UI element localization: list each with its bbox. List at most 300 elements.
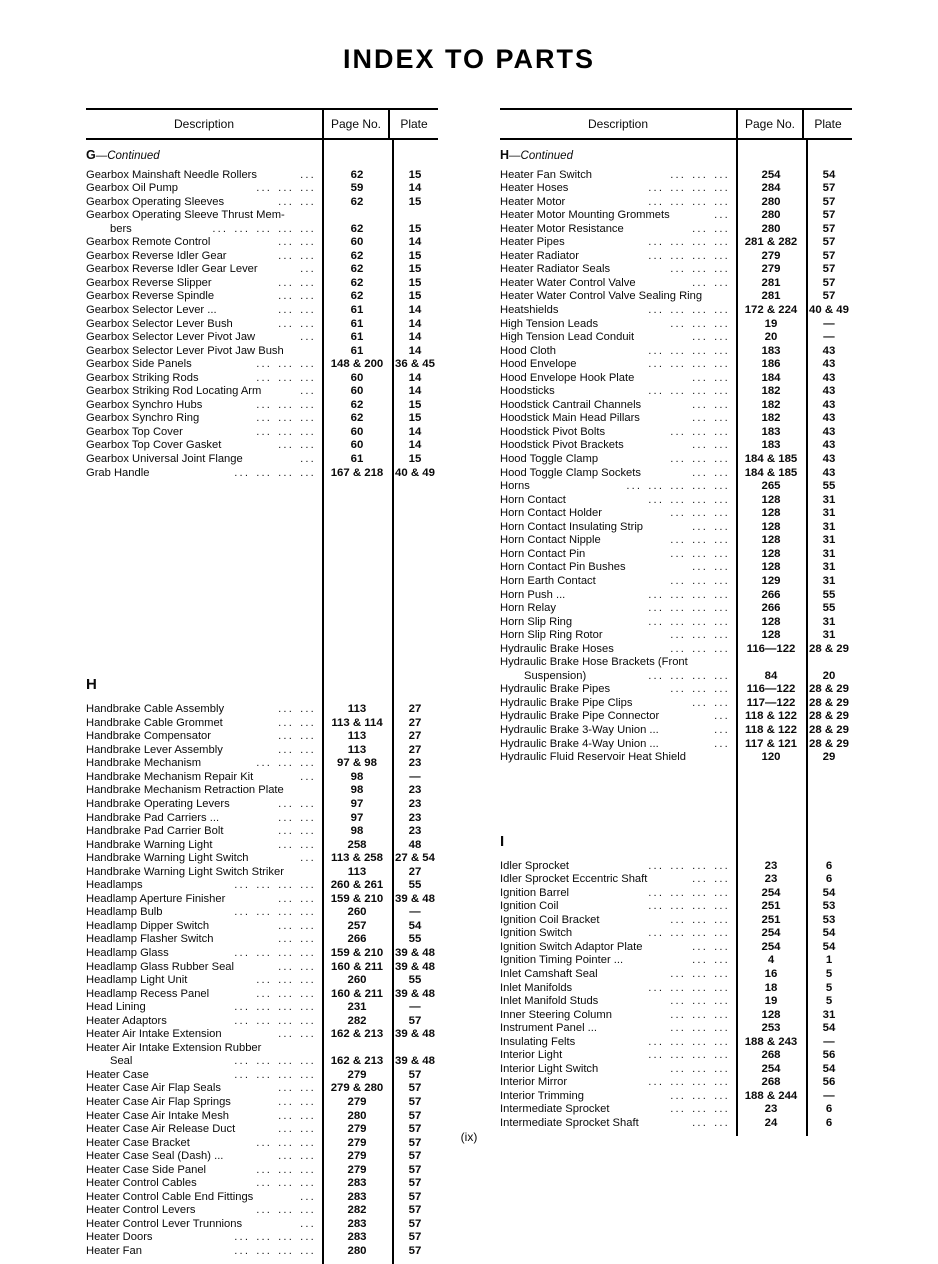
leader-dots: ... (714, 345, 730, 357)
leader-dots: ... (300, 1151, 316, 1163)
index-row[interactable] (500, 657, 852, 671)
index-row[interactable] (500, 562, 852, 576)
entry-description-text: Gearbox Selector Lever Pivot Jaw (86, 332, 256, 344)
entry-plate-number: 54 (408, 919, 422, 932)
entry-description-text: Hoodsticks (500, 386, 555, 398)
index-row[interactable] (500, 346, 852, 360)
index-row[interactable] (86, 319, 438, 333)
leader-dots: ... (300, 853, 316, 865)
index-row[interactable] (500, 590, 852, 604)
index-row[interactable] (500, 468, 852, 482)
entry-page-number: 128 (761, 561, 781, 574)
leader-dots: ... (278, 440, 295, 452)
leader-dots: ... (692, 481, 709, 493)
index-row[interactable] (86, 934, 438, 948)
leader-dots: ... (692, 535, 709, 547)
leader-dots: ... (234, 947, 251, 959)
entry-description-text: Interior Trimming (500, 1090, 584, 1102)
entry-description (86, 745, 322, 756)
index-row[interactable] (86, 291, 438, 305)
entry-page-number: 182 (761, 398, 781, 411)
entry-page-number: 60 (350, 385, 364, 398)
leader-dots: ... (714, 724, 730, 736)
index-row[interactable] (86, 373, 438, 387)
index-row[interactable] (500, 983, 852, 997)
leader-dots: ... (670, 643, 687, 655)
entry-description (500, 400, 736, 411)
index-row[interactable] (500, 319, 852, 333)
index-row[interactable] (500, 915, 852, 929)
index-row[interactable] (86, 278, 438, 292)
index-row[interactable] (500, 698, 852, 712)
index-row[interactable] (500, 291, 852, 305)
leader-dots: ... (278, 399, 295, 411)
index-row[interactable] (86, 1056, 438, 1070)
index-row[interactable] (86, 1165, 438, 1179)
leader-dots: ... (300, 1178, 316, 1190)
leader-dots: ... (692, 643, 709, 655)
entry-page-number: 280 (761, 195, 781, 208)
index-row[interactable] (500, 278, 852, 292)
index-row[interactable] (500, 170, 852, 184)
index-row[interactable] (500, 1023, 852, 1037)
index-row[interactable] (86, 1029, 438, 1043)
leader-dots: ... (256, 467, 273, 479)
entry-plate-number: 55 (822, 602, 836, 615)
leader-dots: ... (714, 277, 730, 289)
index-row[interactable] (500, 969, 852, 983)
leader-dots: ... (278, 318, 295, 330)
entry-description (86, 813, 322, 824)
leader-dots: ... (670, 305, 687, 317)
entry-description (500, 644, 736, 655)
leader-dots: ... (670, 1023, 687, 1035)
entry-page-number: 113 (347, 743, 367, 756)
entry-description (500, 955, 736, 966)
index-row[interactable] (500, 237, 852, 251)
index-row[interactable] (500, 1064, 852, 1078)
entry-page-number: 260 (347, 906, 367, 919)
entry-description-text: Intermediate Sprocket Shaft (500, 1118, 639, 1129)
index-row[interactable] (86, 840, 438, 854)
entry-page-number: 184 & 185 (744, 466, 798, 479)
index-row[interactable] (500, 1037, 852, 1051)
index-row[interactable] (500, 684, 852, 698)
entry-description (500, 888, 736, 899)
entry-description (86, 799, 322, 810)
index-row[interactable] (500, 427, 852, 441)
entry-description (500, 197, 736, 208)
index-row[interactable] (86, 745, 438, 759)
index-row[interactable] (86, 1111, 438, 1125)
entry-description-text: Gearbox Operating Sleeve Thrust Mem- (86, 210, 285, 222)
index-row[interactable] (86, 1205, 438, 1219)
entry-description (86, 413, 322, 424)
index-row[interactable] (86, 440, 438, 454)
index-row[interactable] (500, 400, 852, 414)
entry-description (86, 237, 322, 248)
entry-plate-number: 57 (408, 1231, 422, 1244)
leader-dots: ... (278, 223, 295, 235)
index-row[interactable] (86, 427, 438, 441)
index-row[interactable] (500, 197, 852, 211)
leader-dots: ... (300, 223, 316, 235)
leader-dots: ... (692, 630, 709, 642)
leader-dots: ... (648, 928, 665, 940)
index-row[interactable] (500, 359, 852, 373)
index-row[interactable] (500, 210, 852, 224)
entry-description-text: Horn Earth Contact (500, 575, 596, 587)
entry-description (86, 840, 322, 851)
entry-page-number: 279 (347, 1150, 367, 1163)
index-row[interactable] (500, 725, 852, 739)
entry-description (500, 495, 736, 506)
entry-page-number: 182 (761, 385, 781, 398)
leader-dots: ... (714, 996, 730, 1008)
index-row[interactable] (86, 975, 438, 989)
entry-description-text: Handbrake Warning Light (86, 839, 213, 851)
entry-description-text: Heater Case Air Flap Seals (86, 1083, 221, 1095)
entry-description (500, 237, 736, 248)
leader-dots: ... (692, 941, 709, 953)
index-row[interactable] (500, 1077, 852, 1091)
index-row[interactable] (86, 1083, 438, 1097)
entry-plate-number: 14 (408, 182, 422, 195)
entry-description-text: Ignition Switch Adaptor Plate (500, 941, 643, 953)
index-row[interactable] (86, 867, 438, 881)
leader-dots: ... (300, 359, 316, 371)
leader-dots: ... (670, 589, 687, 601)
entry-description-text: Horn Slip Ring (500, 616, 573, 628)
index-row[interactable] (86, 237, 438, 251)
entry-page-number: 184 (761, 371, 781, 384)
leader-dots: ... (692, 277, 709, 289)
entry-description-text: Horn Contact Pin Bushes (500, 562, 626, 574)
entry-description (500, 183, 736, 194)
index-row[interactable] (500, 386, 852, 400)
index-row[interactable] (500, 928, 852, 942)
index-row[interactable] (500, 549, 852, 563)
entry-plate-number: — (409, 906, 421, 919)
index-row[interactable] (500, 901, 852, 915)
index-row[interactable] (500, 576, 852, 590)
index-row[interactable] (86, 704, 438, 718)
entry-page-number: 257 (347, 919, 367, 932)
index-row[interactable] (86, 197, 438, 211)
entry-description-text: Gearbox Striking Rod Locating Arm (86, 386, 262, 398)
entry-page-number: 148 & 200 (330, 358, 384, 371)
index-row[interactable] (500, 644, 852, 658)
index-row[interactable] (86, 1016, 438, 1030)
index-row[interactable] (86, 224, 438, 238)
entry-plate-number: 48 (408, 838, 422, 851)
index-row[interactable] (500, 508, 852, 522)
index-row[interactable] (86, 718, 438, 732)
entry-plate-number: 43 (822, 412, 836, 425)
spacer (86, 163, 438, 170)
leader-dots: ... (300, 1029, 316, 1041)
leader-dots: ... (692, 426, 709, 438)
index-row[interactable] (500, 440, 852, 454)
index-row[interactable] (500, 630, 852, 644)
index-row[interactable] (500, 603, 852, 617)
index-row[interactable] (500, 535, 852, 549)
entry-description-text: Inlet Camshaft Seal (500, 968, 598, 980)
entry-description-text: Heater Control Lever Trunnions (86, 1218, 243, 1230)
index-row[interactable] (86, 1097, 438, 1111)
index-row[interactable] (500, 224, 852, 238)
leader-dots: ... (278, 291, 295, 303)
index-row[interactable] (500, 888, 852, 902)
entry-page-number: 284 (761, 182, 781, 195)
entry-page-number: 182 (761, 412, 781, 425)
entry-plate-number: 5 (825, 981, 833, 994)
index-row[interactable] (500, 671, 852, 685)
index-row[interactable] (86, 894, 438, 908)
index-row[interactable] (86, 454, 438, 468)
index-row[interactable] (86, 1151, 438, 1165)
entry-description (500, 603, 736, 614)
index-row[interactable] (500, 264, 852, 278)
entry-plate-number: 54 (822, 1022, 836, 1035)
entry-description (86, 427, 322, 438)
entry-description (86, 962, 322, 973)
leader-dots: ... (692, 697, 709, 709)
index-row[interactable] (86, 332, 438, 346)
leader-dots: ... (670, 1090, 687, 1102)
index-row[interactable] (86, 400, 438, 414)
entry-description (500, 251, 736, 262)
entry-page-number: 19 (764, 317, 778, 330)
index-row[interactable] (500, 996, 852, 1010)
leader-dots: ... (300, 839, 316, 851)
index-row[interactable] (86, 359, 438, 373)
leader-dots: ... (648, 589, 665, 601)
leader-dots: ... (714, 467, 730, 479)
entry-description-text: Horn Push ... (500, 589, 566, 601)
leader-dots: ... (278, 372, 295, 384)
entry-description (86, 170, 322, 181)
leader-dots: ... (300, 717, 316, 729)
index-row[interactable] (86, 305, 438, 319)
entry-description-text: Inner Steering Column (500, 1009, 612, 1021)
entry-description-text: Gearbox Reverse Slipper (86, 277, 212, 289)
leader-dots: ... (714, 697, 730, 709)
index-row[interactable] (500, 183, 852, 197)
leader-dots: ... (670, 887, 687, 899)
leader-dots: ... (256, 1015, 273, 1027)
index-row[interactable] (86, 346, 438, 360)
entry-plate-number: 28 & 29 (809, 737, 849, 750)
leader-dots: ... (648, 982, 665, 994)
entry-description (86, 867, 322, 878)
index-row[interactable] (86, 948, 438, 962)
entry-description-text: Handbrake Cable Assembly (86, 704, 225, 716)
index-row[interactable] (86, 907, 438, 921)
index-row[interactable] (500, 739, 852, 753)
index-row[interactable] (500, 1050, 852, 1064)
leader-dots: ... (256, 426, 273, 438)
leader-dots: ... (278, 426, 295, 438)
leader-dots: ... (300, 1205, 316, 1217)
index-row[interactable] (500, 942, 852, 956)
index-row[interactable] (86, 170, 438, 184)
entry-description (500, 1064, 736, 1075)
index-row[interactable] (86, 1232, 438, 1246)
leader-dots: ... (278, 798, 295, 810)
index-row[interactable] (86, 1070, 438, 1084)
index-row[interactable] (86, 264, 438, 278)
entry-plate-number: 43 (822, 453, 836, 466)
index-row[interactable] (86, 880, 438, 894)
leader-dots: ... (300, 454, 316, 466)
entry-plate-number: 55 (822, 588, 836, 601)
entry-description-text: Gearbox Remote Control (86, 237, 211, 249)
section-letter: H (86, 676, 97, 694)
entry-plate-number: 31 (822, 493, 836, 506)
index-row[interactable] (500, 1010, 852, 1024)
index-row[interactable] (86, 210, 438, 224)
index-row[interactable] (500, 1091, 852, 1105)
leader-dots: ... (234, 1015, 251, 1027)
leader-dots: ... (300, 1164, 316, 1176)
entry-page-number: 62 (350, 195, 364, 208)
index-row[interactable] (86, 758, 438, 772)
leader-dots: ... (692, 887, 709, 899)
leader-dots: ... (692, 1023, 709, 1035)
entry-plate-number: 56 (822, 1076, 836, 1089)
entry-plate-number: 43 (822, 425, 836, 438)
index-row[interactable] (500, 481, 852, 495)
entry-plate-number: 43 (822, 344, 836, 357)
entry-description (500, 996, 736, 1007)
index-row[interactable] (500, 752, 852, 766)
index-row[interactable] (86, 1043, 438, 1057)
leader-dots: ... (234, 1232, 251, 1244)
entry-page-number: 113 (347, 703, 367, 716)
entry-plate-number: 57 (822, 182, 836, 195)
index-row[interactable] (86, 1246, 438, 1260)
leader-dots: ... (278, 1151, 295, 1163)
leader-dots: ... (300, 893, 316, 905)
leader-dots: ... (692, 1077, 709, 1089)
leader-dots: ... (714, 399, 730, 411)
entry-page-number: 84 (764, 669, 778, 682)
leader-dots: ... (300, 237, 316, 249)
entry-description (500, 454, 736, 465)
entry-page-number: 113 & 114 (331, 716, 383, 729)
leader-dots: ... (714, 738, 730, 750)
index-row[interactable] (86, 785, 438, 799)
leader-dots: ... (300, 318, 316, 330)
entry-page-number: 159 & 210 (330, 892, 384, 905)
index-row[interactable] (86, 962, 438, 976)
entry-page-number: 23 (764, 859, 778, 872)
index-row[interactable] (500, 495, 852, 509)
leader-dots: ... (300, 704, 316, 716)
entry-page-number: 118 & 122 (745, 710, 797, 723)
entry-page-number: 254 (761, 1062, 781, 1075)
entry-description-text: Hoodstick Cantrail Channels (500, 399, 642, 411)
entry-page-number: 62 (350, 168, 364, 181)
index-row[interactable] (500, 332, 852, 346)
leader-dots: ... (278, 183, 295, 195)
index-row[interactable] (86, 1192, 438, 1206)
leader-dots: ... (714, 630, 730, 642)
index-row[interactable] (500, 454, 852, 468)
index-row[interactable] (86, 772, 438, 786)
index-row[interactable] (500, 861, 852, 875)
index-row[interactable] (86, 386, 438, 400)
entry-description-text: Hydraulic Brake Pipe Connector (500, 711, 660, 723)
index-row[interactable] (500, 305, 852, 319)
entry-description (86, 1178, 322, 1189)
index-row[interactable] (500, 955, 852, 969)
index-row[interactable] (500, 251, 852, 265)
index-row[interactable] (86, 989, 438, 1003)
index-row[interactable] (500, 413, 852, 427)
entry-description-text: Insulating Felts (500, 1036, 576, 1048)
entry-plate-number: 15 (408, 195, 422, 208)
entry-plate-number: 28 & 29 (809, 696, 849, 709)
entry-plate-number: 14 (408, 371, 422, 384)
entry-plate-number: 57 (408, 1177, 422, 1190)
index-row[interactable] (86, 826, 438, 840)
index-row[interactable] (86, 1178, 438, 1192)
index-row[interactable] (86, 853, 438, 867)
index-row[interactable] (500, 1104, 852, 1118)
leader-dots: ... (300, 934, 316, 946)
index-row[interactable] (86, 799, 438, 813)
index-row[interactable] (86, 921, 438, 935)
index-row[interactable] (86, 1219, 438, 1233)
leader-dots: ... (692, 575, 709, 587)
index-row[interactable] (500, 711, 852, 725)
entry-page-number: 280 (761, 209, 781, 222)
leader-dots: ... (670, 968, 687, 980)
leader-dots: ... (692, 332, 709, 344)
leader-dots: ... (278, 467, 295, 479)
leader-dots: ... (278, 880, 295, 892)
leader-dots: ... (300, 1232, 316, 1244)
leader-dots: ... (300, 907, 316, 919)
leader-dots: ... (256, 1002, 273, 1014)
index-row[interactable] (86, 813, 438, 827)
index-row[interactable] (500, 617, 852, 631)
entry-plate-number: 57 (822, 263, 836, 276)
entry-page-number: 117 & 121 (745, 737, 797, 750)
entry-description (500, 752, 736, 763)
entry-description (86, 1043, 322, 1054)
entry-description-text: Hood Toggle Clamp (500, 454, 599, 466)
entry-plate-number: 43 (822, 385, 836, 398)
index-row[interactable] (86, 468, 438, 482)
entry-description (86, 1083, 322, 1094)
index-row[interactable] (86, 731, 438, 745)
index-row[interactable] (86, 183, 438, 197)
index-row[interactable] (500, 874, 852, 888)
leader-dots: ... (278, 920, 295, 932)
entry-plate-number: 54 (822, 940, 836, 953)
index-row[interactable] (500, 522, 852, 536)
index-row[interactable] (86, 413, 438, 427)
index-row[interactable] (86, 1002, 438, 1016)
entry-page-number: 62 (350, 412, 364, 425)
index-row[interactable] (500, 373, 852, 387)
entry-page-number: 62 (350, 222, 364, 235)
rows-host-left (86, 149, 438, 1260)
index-row[interactable] (86, 251, 438, 265)
